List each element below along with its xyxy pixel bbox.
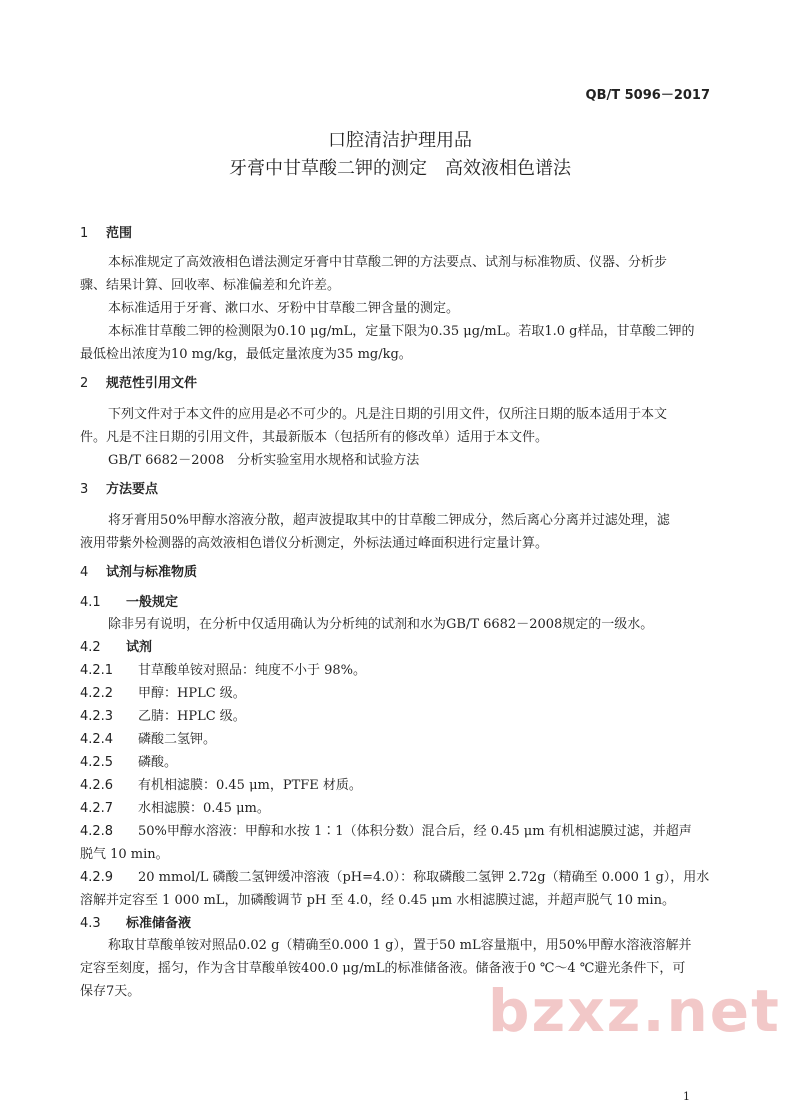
paragraph-cont: 件。凡是不注日期的引用文件，其最新版本（包括所有的修改单）适用于本文件。 bbox=[80, 430, 549, 445]
list-item bbox=[80, 728, 216, 747]
item-number: 4.2.6 bbox=[80, 778, 114, 793]
item-number: 4.2.4 bbox=[80, 732, 114, 747]
section-2-heading bbox=[80, 372, 197, 391]
paragraph-cont: 定容至刻度，摇匀，作为含甘草酸单铵400.0 μg/mL的标准储备液。储备液于0 ℃～4 ℃避光条件下，可 bbox=[80, 961, 686, 976]
list-item-cont: 脱气 10 min。 bbox=[80, 847, 169, 862]
list-item bbox=[80, 820, 692, 839]
item-text: 甘草酸单铵对照品：纯度不小于 98%。 bbox=[138, 663, 367, 678]
paragraph: 除非另有说明，在分析中仅适用确认为分析纯的试剂和水为GB/T 6682－2008规定的一级水。 bbox=[108, 617, 654, 632]
paragraph: 本标准甘草酸二钾的检测限为0.10 μg/mL，定量下限为0.35 μg/mL。若取1.0 g样品，甘草酸二钾的 bbox=[108, 324, 695, 339]
item-number: 4.2.5 bbox=[80, 755, 114, 770]
subsection-title: 标准储备液 bbox=[126, 916, 192, 931]
paragraph-cont: 骤、结果计算、回收率、标准偏差和允许差。 bbox=[80, 278, 341, 293]
item-text: 甲醇：HPLC 级。 bbox=[138, 686, 246, 701]
section-number: 2 bbox=[80, 376, 89, 391]
section-4-heading bbox=[80, 561, 197, 580]
section-title: 规范性引用文件 bbox=[106, 376, 198, 391]
paragraph: 下列文件对于本文件的应用是必不可少的。凡是注日期的引用文件，仅所注日期的版本适用于本文 bbox=[108, 407, 668, 422]
item-text: 20 mmol/L 磷酸二氢钾缓冲溶液（pH=4.0）：称取磷酸二氢钾 2.72g（精确至 0.000 1 g），用水 bbox=[138, 870, 710, 885]
watermark: bzxz.net bbox=[488, 977, 781, 1045]
item-number: 4.2.9 bbox=[80, 870, 114, 885]
paragraph: 将牙膏用50%甲醇水溶液分散，超声波提取其中的甘草酸二钾成分，然后离心分离并过滤处理，滤 bbox=[108, 513, 670, 528]
item-text: 磷酸二氢钾。 bbox=[138, 732, 217, 747]
item-number: 4.2.3 bbox=[80, 709, 114, 724]
section-title: 试剂与标准物质 bbox=[106, 565, 198, 580]
document-title-line2: 牙膏中甘草酸二钾的测定 高效液相色谱法 bbox=[229, 158, 571, 179]
list-item bbox=[80, 705, 246, 724]
section-3-heading bbox=[80, 478, 158, 497]
paragraph: 本标准规定了高效液相色谱法测定牙膏中甘草酸二钾的方法要点、试剂与标准物质、仪器、分析步 bbox=[108, 255, 668, 270]
list-item-cont: 溶解并定容至 1 000 mL，加磷酸调节 pH 至 4.0，经 0.45 μm 水相滤膜过滤，并超声脱气 10 min。 bbox=[80, 893, 675, 908]
paragraph: 称取甘草酸单铵对照品0.02 g（精确至0.000 1 g），置于50 mL容量瓶中，用50%甲醇水溶液溶解并 bbox=[108, 938, 692, 953]
subsection-4-2-heading bbox=[80, 636, 152, 655]
subsection-title: 试剂 bbox=[126, 640, 153, 655]
normative-reference: GB/T 6682－2008 分析实验室用水规格和试验方法 bbox=[108, 453, 420, 468]
list-item bbox=[80, 659, 366, 678]
subsection-4-3-heading bbox=[80, 912, 191, 931]
paragraph-cont: 液用带紫外检测器的高效液相色谱仪分析测定，外标法通过峰面积进行定量计算。 bbox=[80, 536, 549, 551]
page-number: 1 bbox=[683, 1090, 690, 1103]
section-title: 范围 bbox=[106, 226, 133, 241]
item-text: 50%甲醇水溶液：甲醇和水按 1∶1（体积分数）混合后，经 0.45 μm 有机相滤膜过滤，并超声 bbox=[138, 824, 692, 839]
item-number: 4.2.7 bbox=[80, 801, 114, 816]
paragraph-cont: 保存7天。 bbox=[80, 984, 141, 999]
item-number: 4.2.1 bbox=[80, 663, 114, 678]
subsection-number: 4.2 bbox=[80, 640, 101, 655]
paragraph-cont: 最低检出浓度为10 mg/kg，最低定量浓度为35 mg/kg。 bbox=[80, 347, 412, 362]
paragraph: 本标准适用于牙膏、漱口水、牙粉中甘草酸二钾含量的测定。 bbox=[108, 301, 460, 316]
item-text: 有机相滤膜：0.45 μm，PTFE 材质。 bbox=[138, 778, 362, 793]
list-item bbox=[80, 774, 362, 793]
section-number: 3 bbox=[80, 482, 89, 497]
subsection-title: 一般规定 bbox=[126, 595, 179, 610]
standard-number: QB/T 5096－2017 bbox=[585, 88, 710, 103]
list-item bbox=[80, 751, 177, 770]
subsection-4-1-heading bbox=[80, 591, 178, 610]
item-text: 磷酸。 bbox=[138, 755, 178, 770]
list-item bbox=[80, 797, 270, 816]
subsection-number: 4.1 bbox=[80, 595, 101, 610]
item-number: 4.2.2 bbox=[80, 686, 114, 701]
list-item bbox=[80, 866, 709, 885]
document-title-line1: 口腔清洁护理用品 bbox=[328, 130, 472, 151]
section-number: 4 bbox=[80, 565, 89, 580]
section-title: 方法要点 bbox=[106, 482, 159, 497]
item-text: 水相滤膜：0.45 μm。 bbox=[138, 801, 270, 816]
section-number: 1 bbox=[80, 226, 89, 241]
subsection-number: 4.3 bbox=[80, 916, 101, 931]
section-1-heading bbox=[80, 222, 132, 241]
item-text: 乙腈：HPLC 级。 bbox=[138, 709, 246, 724]
list-item bbox=[80, 682, 246, 701]
item-number: 4.2.8 bbox=[80, 824, 114, 839]
